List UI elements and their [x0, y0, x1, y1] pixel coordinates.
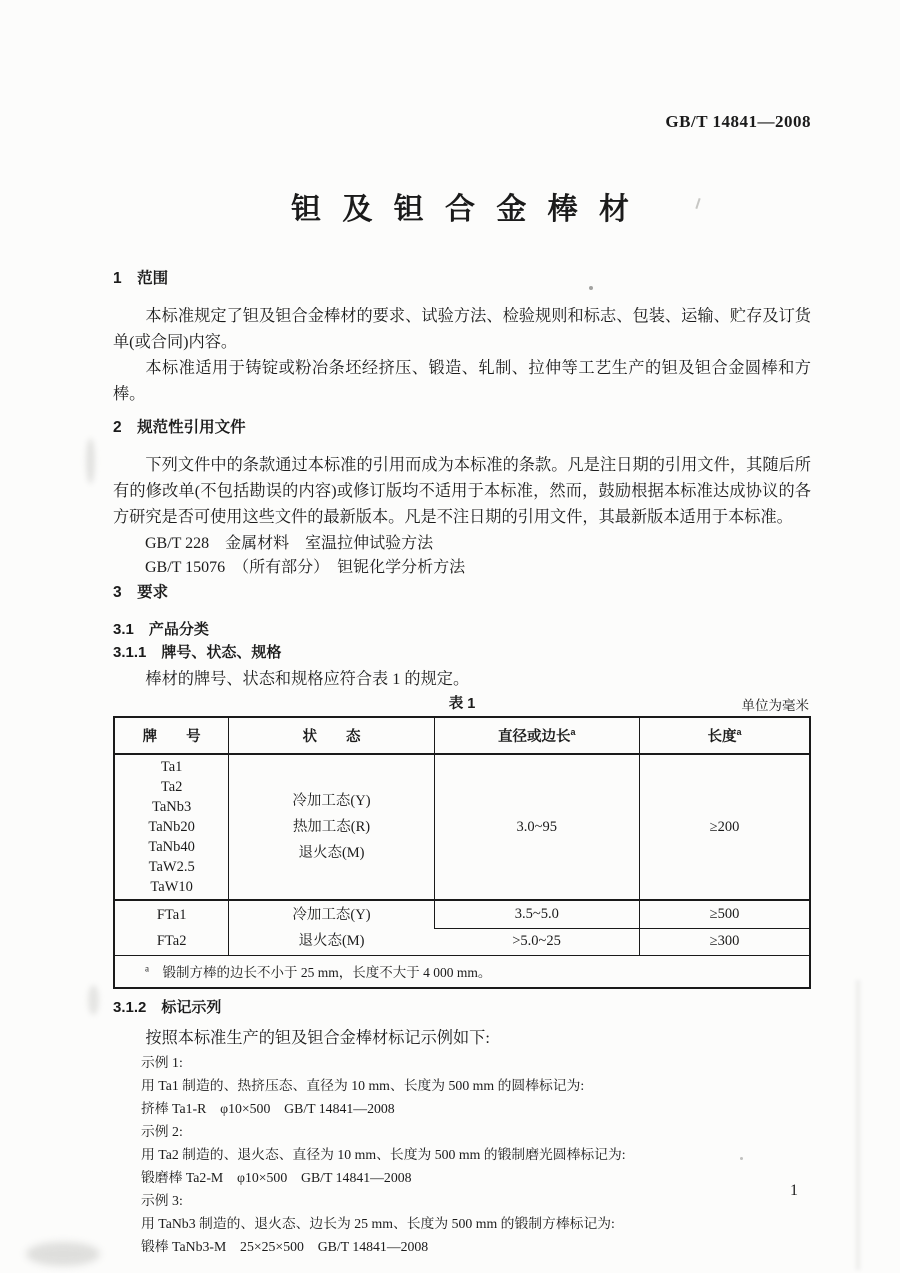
grade-value: Ta1 [160, 759, 183, 775]
scan-artifact [86, 438, 95, 484]
scan-artifact [88, 985, 99, 1015]
example-1-designation: 挤棒 Ta1-R φ10×500 GB/T 14841—2008 [141, 1101, 395, 1116]
section-1-paragraph-2: 本标准适用于铸锭或粉冶条坯经挤压、锻造、轧制、拉伸等工艺生产的钽及钽合金圆棒和方棒。 [113, 359, 811, 403]
page-number: 1 [790, 1182, 798, 1199]
cell-diameter-group1: 3.0~95 [434, 754, 639, 900]
section-3-1-2-heading: 3.1.2 标记示列 [113, 999, 222, 1016]
example-2-designation: 锻磨棒 Ta2-M φ10×500 GB/T 14841—2008 [141, 1170, 412, 1185]
table-1 [113, 716, 811, 989]
cell-length-group2-sub2: ≥300 [639, 928, 810, 956]
column-header-diameter: 直径或边长$^a$ [434, 717, 639, 754]
cell-length-group1: ≥200 [639, 754, 810, 900]
section-1-paragraph-1: 本标准规定了钽及钽合金棒材的要求、试验方法、检验规则和标志、包装、运输、贮存及订货单(或合同)内容。 [113, 307, 811, 351]
section-2-heading: 2 规范性引用文件 [113, 419, 246, 436]
examples-block [113, 1051, 811, 1258]
cell-grades-group2 [114, 900, 229, 956]
state-value: 冷加工态(Y) [292, 907, 371, 923]
section-3-1-2-paragraph: 按照本标准生产的钽及钽合金棒材标记示例如下: [145, 1029, 490, 1047]
grade-value: FTa2 [156, 933, 187, 949]
example-1-description: 用 Ta1 制造的、热挤压态、直径为 10 mm、长度为 500 mm 的圆棒标记为: [141, 1078, 585, 1093]
section-3-1-heading: 3.1 产品分类 [113, 621, 209, 638]
section-3-1-1-paragraph: 棒材的牌号、状态和规格应符合表 1 的规定。 [145, 670, 470, 688]
state-value: 退火态(M) [298, 933, 365, 949]
cell-states-group1 [229, 754, 434, 900]
table-footnote: $^a$ 锻制方棒的边长不小于 25 mm，长度不大于 4 000 mm。 [114, 956, 810, 989]
section-2-paragraph-1: 下列文件中的条款通过本标准的引用而成为本标准的条款。凡是注日期的引用文件，其随后所有的修改单(不包括勘误的内容)或修订版均不适用于本标准，然而，鼓励根据本标准达成协议的各方研究是否可使用这些文件的最新版本。凡是不注日期的引用文件，其最新版本适用于本标准。 [113, 456, 811, 526]
column-header-state: 状 态 [229, 717, 434, 754]
table-header-row [114, 717, 810, 754]
grade-value: FTa1 [156, 907, 187, 923]
cell-grades-group1 [114, 754, 229, 900]
standard-code: GB/T 14841—2008 [665, 112, 811, 131]
cell-length-group2-sub1: ≥500 [639, 900, 810, 928]
document-title: 钽 及 钽 合 金 棒 材 [290, 193, 633, 226]
cell-diameter-group2-sub2: >5.0~25 [512, 933, 561, 950]
example-3-label: 示例 3: [141, 1193, 183, 1208]
table-footnote-row [114, 956, 810, 989]
scan-artifact [26, 1242, 100, 1266]
table-row-group1 [114, 754, 810, 900]
state-value: 冷加工态(Y) [292, 793, 371, 809]
section-3-1-1-heading: 3.1.1 牌号、状态、规格 [113, 644, 282, 661]
example-2-description: 用 Ta2 制造的、退火态、直径为 10 mm、长度为 500 mm 的锻制磨光圆棒标记为: [141, 1147, 626, 1162]
section-1-heading: 1 范围 [113, 270, 169, 287]
grade-value: TaNb40 [148, 839, 195, 855]
grade-value: Ta2 [160, 779, 183, 795]
example-3-designation: 锻棒 TaNb3-M 25×25×500 GB/T 14841—2008 [141, 1239, 429, 1254]
reference-gbt15076: GB/T 15076 （所有部分） 钽铌化学分析方法 [145, 559, 466, 576]
state-value: 热加工态(R) [292, 819, 371, 835]
grade-value: TaW2.5 [148, 859, 195, 875]
table-caption-row [113, 692, 811, 714]
state-value: 退火态(M) [298, 845, 365, 861]
example-2-label: 示例 2: [141, 1124, 183, 1139]
section-3-heading: 3 要求 [113, 584, 169, 601]
table-caption: 表 1 [448, 696, 476, 712]
grade-value: TaW10 [150, 879, 193, 895]
table-unit-note: 单位为毫米 [741, 698, 809, 713]
table-row-group2-sub1 [114, 900, 810, 928]
example-3-description: 用 TaNb3 制造的、退火态、边长为 25 mm、长度为 500 mm 的锻制方棒标记为: [141, 1216, 615, 1231]
column-header-grade: 牌 号 [114, 717, 229, 754]
cell-states-group2 [229, 900, 434, 956]
example-1-label: 示例 1: [141, 1055, 183, 1070]
cell-diameter-group2-sub1: 3.5~5.0 [434, 900, 639, 928]
grade-value: TaNb20 [148, 819, 195, 835]
page-content [113, 0, 811, 1258]
scan-artifact [856, 980, 860, 1270]
reference-gbt228: GB/T 228 金属材料 室温拉伸试验方法 [145, 535, 434, 552]
column-header-length: 长度$^a$ [639, 717, 810, 754]
grade-value: TaNb3 [152, 799, 192, 815]
